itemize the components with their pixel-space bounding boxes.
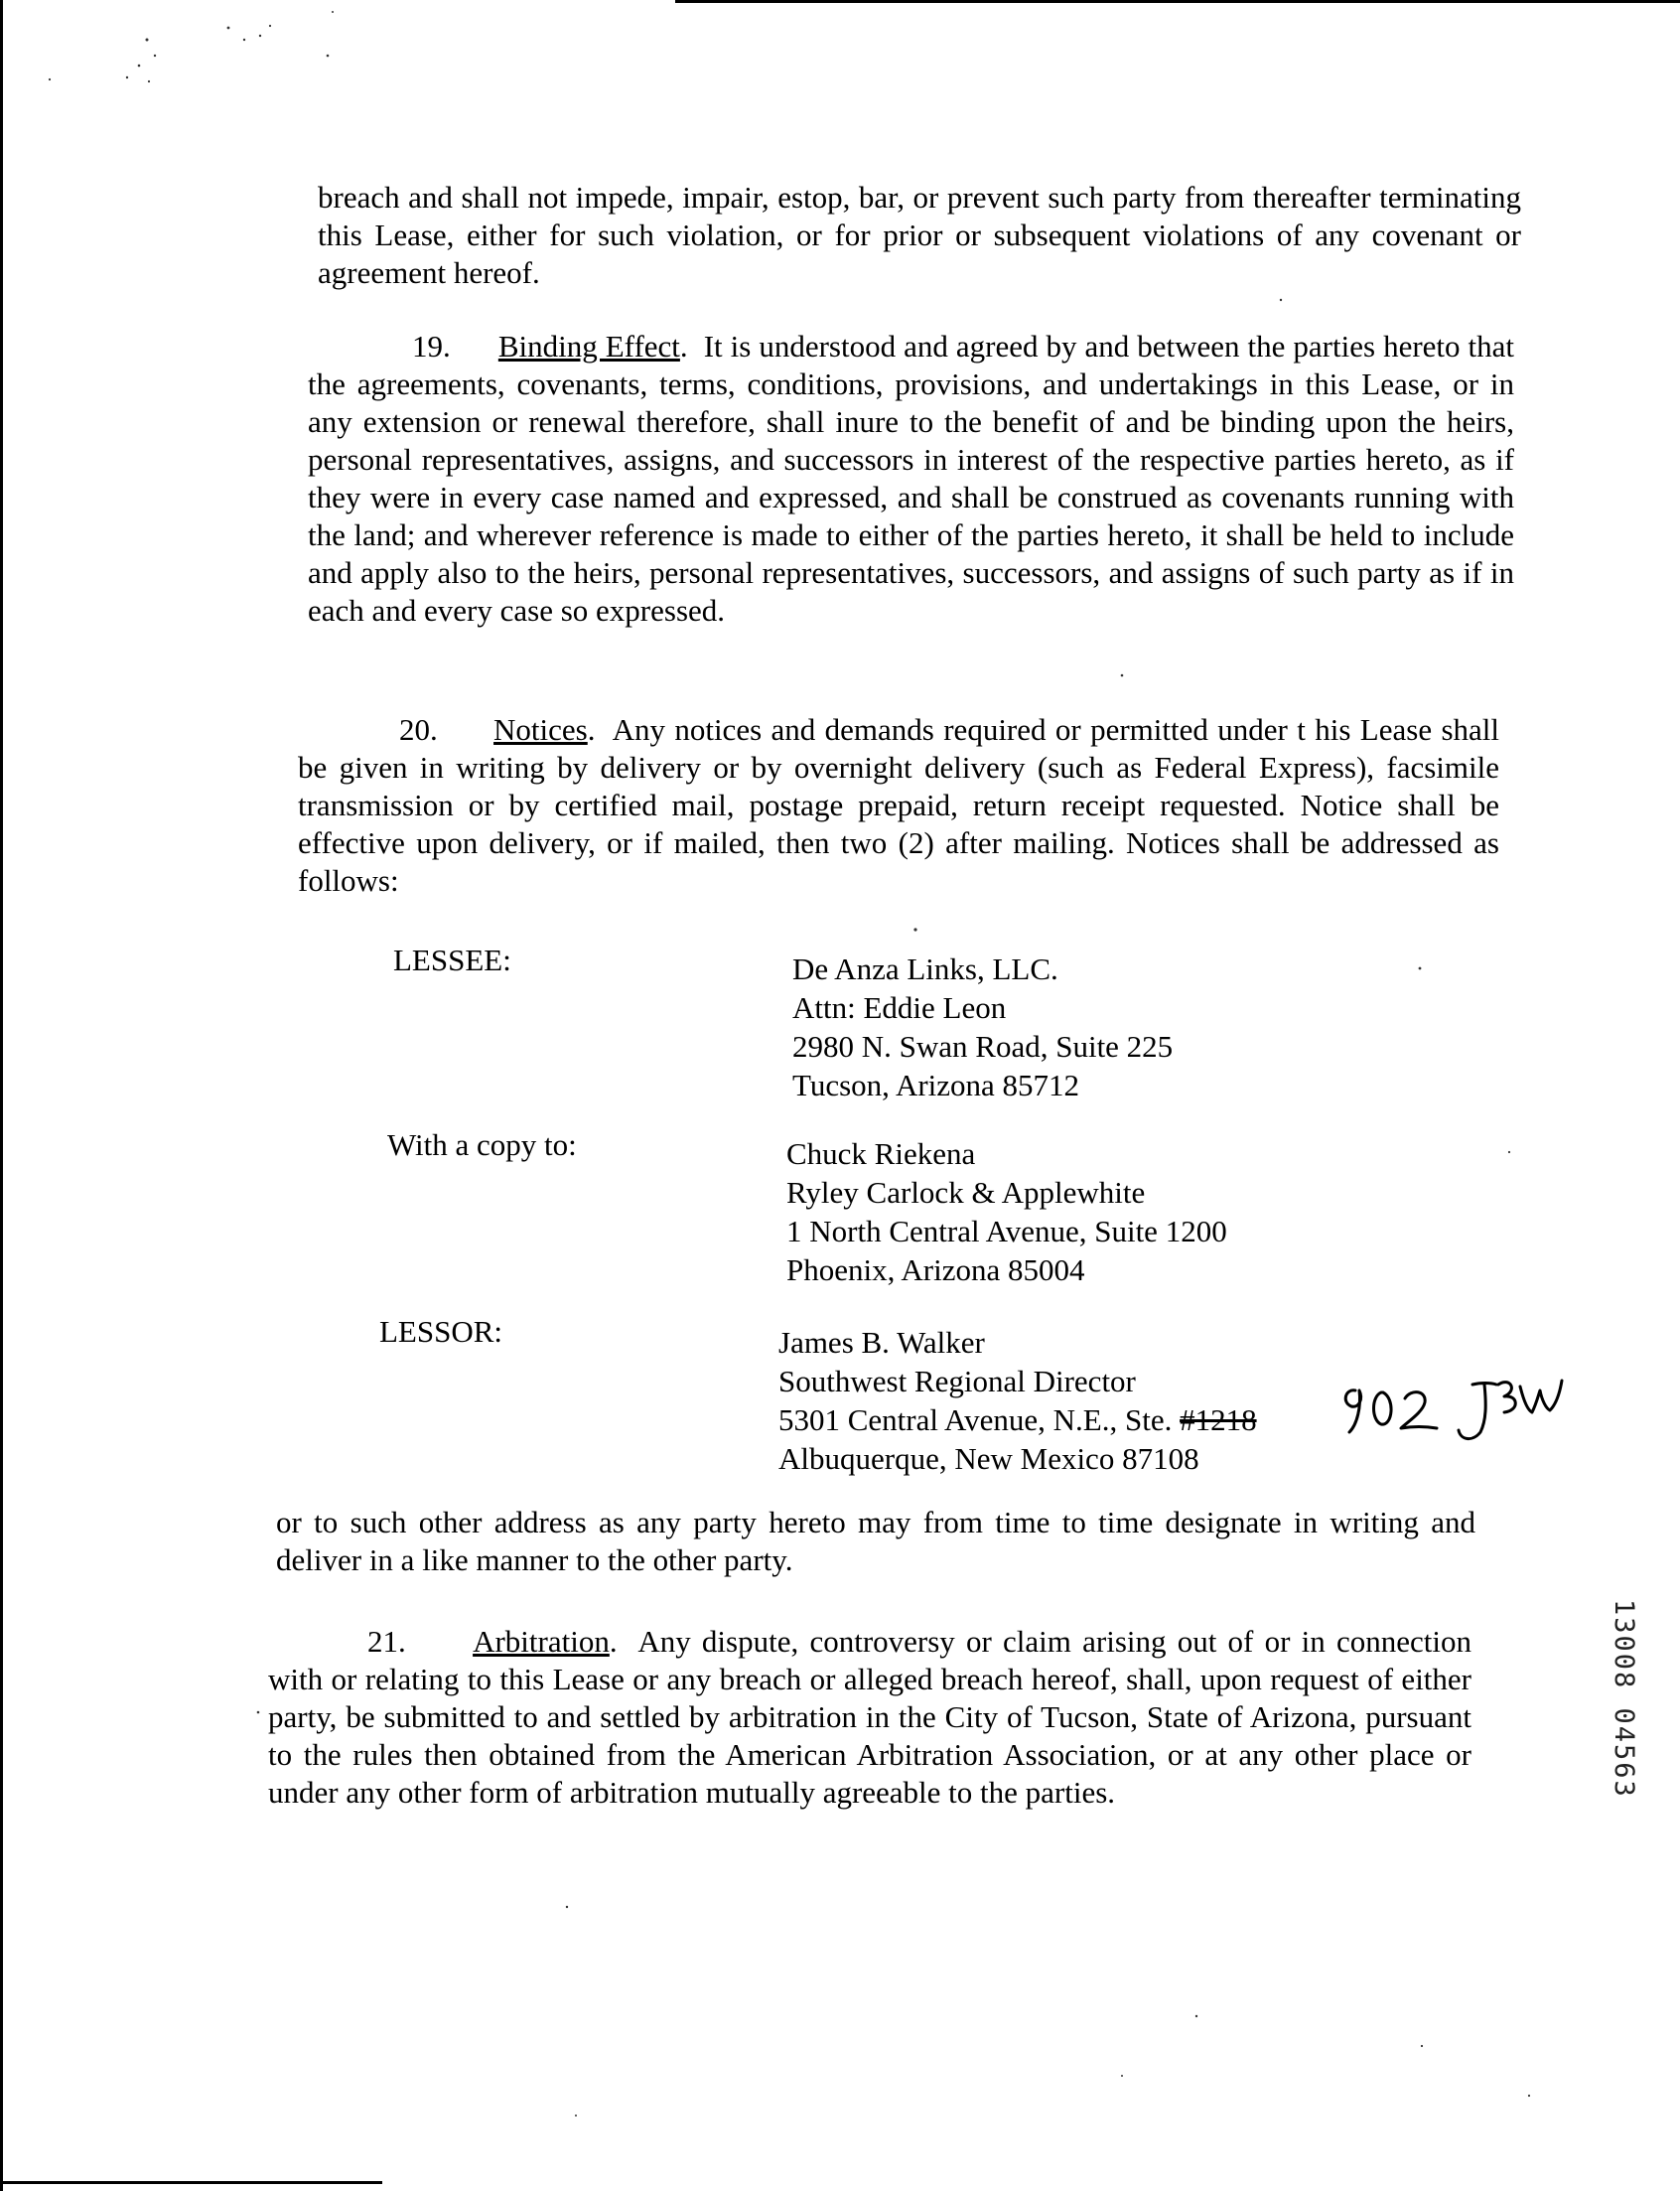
lessor-street-line — [778, 1400, 1257, 1439]
after-addresses-paragraph — [276, 1504, 1475, 1579]
section-20-text: Any notices and demands required or permitted under t his Lease shall be given in writing by delivery or by overnight delivery (such as Federal Express), facsimile transmission or by certified mail, postage prepaid, return receipt requested. Notice shall be effective upon delivery, or if mailed, then two (2) after mailing. Notices shall be addressed as follows: — [298, 712, 1500, 898]
copy-to-address-line: Ryley Carlock & Applewhite — [786, 1175, 1146, 1210]
copy-to-address-block — [786, 1134, 1227, 1289]
section-21-text: Any dispute, controversy or claim arising out of or in connection with or relating to this Lease or any breach or alleged breach hereof, shall, upon request of either party, be submitted to and settled by arbitration in the City of Tucson, State of Arizona, pursuant to the rules then obtained from the American Arbitration Association, or at any other place or under any other form of arbitration mutually agreeable to the parties. — [268, 1624, 1471, 1810]
section-20-number: 20. — [399, 712, 438, 747]
recording-stamp: 13008 04563 — [1609, 1599, 1639, 1799]
continuation-paragraph — [318, 179, 1521, 292]
lessor-address-line: James B. Walker — [778, 1325, 985, 1360]
copy-to-label: With a copy to: — [387, 1127, 577, 1162]
lessee-label: LESSEE: — [393, 943, 511, 977]
copy-to-address-line: 1 North Central Avenue, Suite 1200 — [786, 1214, 1227, 1248]
scan-edge-bottom — [0, 2181, 382, 2184]
section-19-text: It is understood and agreed by and between the parties hereto that the agreements, covenants, terms, conditions, provisions, and undertakings in this Lease, or in any extension or renewal therefore, shall inure to the benefit of and be binding upon the heirs, personal representatives, assigns, and successors in interest of the respective parties hereto, as if they were in every case named and expressed, and shall be construed as covenants running with the land; and wherever reference is made to either of the parties hereto, it shall be held to include and apply also to the heirs, personal representatives, successors, and assigns of such party as if in each and every case so expressed. — [308, 329, 1515, 628]
section-20-paragraph: 20. Notices. Any notices and demands required or permitted under t his Lease shall be given in writing by delivery or by overnight delivery (such as Federal Express), facsimile transmission or by certified mail, postage prepaid, return receipt requested. Notice shall be effective upon delivery, or if mailed, then two (2) after mailing. Notices shall be addressed as follows: — [298, 712, 1500, 898]
after-addresses-text: or to such other address as any party hereto may from time to time designate in writing and deliver in a like manner to the other party. — [276, 1505, 1475, 1577]
section-21-heading: Arbitration — [473, 1624, 610, 1659]
section-19-paragraph: 19. Binding Effect. It is understood and agreed by and between the parties hereto that the agreements, covenants, terms, conditions, provisions, and undertakings in this Lease, or in any extension or renewal therefore, shall inure to the benefit of and be binding upon the heirs, personal representatives, assigns, and successors in interest of the respective parties hereto, as if they were in every case named and expressed, and shall be construed as covenants running with the land; and wherever reference is made to either of the parties hereto, it shall be held to include and apply also to the heirs, personal representatives, successors, and assigns of such party as if in each and every case so expressed. — [308, 329, 1515, 628]
struck-suite-number: #1218 — [1180, 1402, 1257, 1437]
lessor-city-line: Albuquerque, New Mexico 87108 — [778, 1441, 1199, 1476]
section-19-number: 19. — [412, 329, 451, 364]
section-19-heading: Binding Effect — [497, 329, 680, 364]
lessor-street-prefix: 5301 Central Avenue, N.E., Ste. — [778, 1402, 1173, 1437]
lessee-address-line: Tucson, Arizona 85712 — [792, 1068, 1080, 1102]
handwritten-correction — [1335, 1371, 1570, 1450]
lessor-address-line: Southwest Regional Director — [778, 1364, 1136, 1398]
lessee-address-line: De Anza Links, LLC. — [792, 951, 1058, 986]
section-21-number: 21. — [367, 1624, 406, 1659]
continuation-text: breach and shall not impede, impair, estop, bar, or prevent such party from thereafter terminating this Lease, either for such violation, or for prior or subsequent violations of any covenant or agreement hereof. — [318, 180, 1521, 290]
scan-edge-top — [675, 0, 1680, 3]
lessor-address-block — [778, 1323, 1257, 1478]
copy-to-address-line: Chuck Riekena — [786, 1136, 976, 1171]
copy-to-address-line: Phoenix, Arizona 85004 — [786, 1252, 1085, 1287]
lessor-label: LESSOR: — [379, 1314, 503, 1349]
lessee-address-line: 2980 N. Swan Road, Suite 225 — [792, 1029, 1174, 1064]
section-21-paragraph: 21. Arbitration. Any dispute, controversy or claim arising out of or in connection with or relating to this Lease or any breach or alleged breach hereof, shall, upon request of either party, be submitted to and settled by arbitration in the City of Tucson, State of Arizona, pursuant to the rules then obtained from the American Arbitration Association, or at any other place or under any other form of arbitration mutually agreeable to the parties. — [268, 1624, 1471, 1810]
lessee-address-block — [792, 949, 1173, 1104]
lessee-address-line: Attn: Eddie Leon — [792, 990, 1007, 1025]
section-20-heading: Notices — [493, 712, 588, 747]
scan-edge-left — [0, 0, 3, 2191]
